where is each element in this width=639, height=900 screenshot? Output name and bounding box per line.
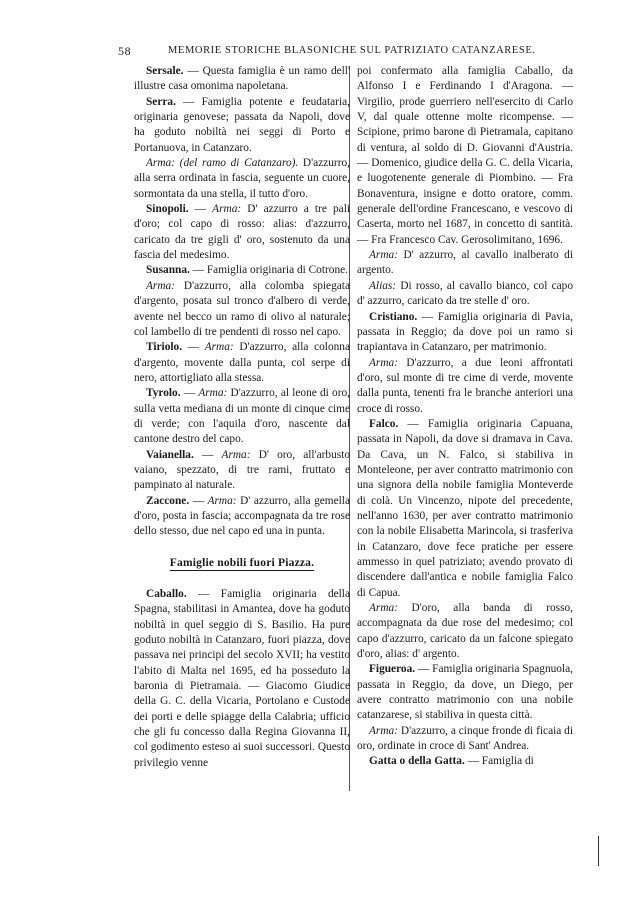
entry-text: D' azzurro, alla gemella d'oro, posta in fascia; accompagnata da tre rose dello stesso, due nel capo ed una in punta. [134, 494, 350, 538]
family-name: Cristiano. [369, 310, 418, 323]
entry-text: — Famiglia potente e feudataria, originaria genovese; passata da Napoli, dove ha goduto nobiltà nei seggi di Porto e Portanuova, in Catanzaro. [134, 95, 350, 154]
family-name: Sersale. [146, 65, 184, 77]
entry-paragraph [134, 95, 350, 156]
entry-text: — [188, 203, 213, 216]
entry-text: D'azzurro, al leone di oro, sulla vetta mediana di un monte di cinque cime di verde; con l'aquila d'oro, nascente dal cantone destro del capo. [134, 387, 350, 446]
entry-paragraph [357, 310, 573, 356]
arms-label: Arma: [204, 341, 234, 354]
right-column [357, 64, 573, 770]
entry-paragraph [134, 156, 350, 202]
entry-paragraph [357, 417, 573, 601]
family-name: Sinopoli. [146, 203, 189, 216]
entry-text: D' azzurro, al cavallo inalberato di argento. [357, 249, 573, 277]
entry-paragraph [134, 64, 350, 95]
arms-label: Arma: [221, 448, 251, 461]
entry-text: — Famiglia originaria della Spagna, stabilitasi in Amantea, dove ha goduto nobiltà in quel seggio di S. Basilio. Ha pure goduto nobiltà in Catanzaro, fuori piazza, dove passava nei principi del secolo XVII; ha vestito l'abito di Malta nel 1695, ed ha posseduto la baronia di Pietramaia. — Giacomo Giudice della G. C. della Vicaria, Portolano e Custode dei porti e delle spiagge della Calabria; ufficio che gli fu concesso dalla Regina Giovanna II, col godimento esteso ai suoi successori. Questo privilegio venne [134, 588, 350, 769]
entry-text: — [182, 341, 205, 354]
entry-paragraph [134, 340, 350, 386]
entry-paragraph [134, 587, 350, 771]
section-title: Famiglie nobili fuori Piazza. [169, 556, 315, 569]
entry-text: — [180, 387, 199, 400]
arms-label: Arma: [146, 279, 175, 292]
entry-paragraph [134, 279, 350, 340]
entry-text: — Questa famiglia è un ramo dell' illustre casa omonima napoletana. [134, 65, 350, 93]
family-name: Susanna. [146, 264, 190, 277]
entry-text: — Famiglia originaria Spagnuola, passata in Reggio, da dove, un Diego, per avere contratto matrimonio con una nobile catanzarese, si stabiliva in questa città. [357, 663, 573, 722]
entry-text: poi confermato alla famiglia Caballo, da Alfonso I e Ferdinando I d'Aragona. — Virgilio, prode guerriero nell'esercito di Carlo V, dal quale ottenne molte ricompense. — Scipione, primo barone di Pietramala, capitano di ventura, al soldo di D. Giovanni d'Austria. — Domenico, giudice della G. C. della Vicaria, e luogotenente generale di Piombino. — Fra Bonaventura, insigne e dotto oratore, comm. generale dell'ordine Francescano, e vescovo di Caserta, morto nel 1687, in concetto di santità. — Fra Francesco Cav. Gerosolimitano, 1696. [357, 65, 573, 246]
family-name: Gatta o della Gatta. [369, 755, 465, 768]
left-entries [134, 64, 350, 540]
right-entries [357, 64, 573, 770]
entry-paragraph [357, 662, 573, 723]
entry-paragraph [357, 248, 573, 279]
left-column [134, 64, 350, 771]
family-name: Tiriolo. [146, 341, 183, 354]
margin-mark [598, 836, 599, 866]
family-name: Falco. [369, 417, 399, 430]
entry-text: D'azzurro, a cinque fronde di ficaia di oro, ordinate in croce di Sant' Andrea. [357, 724, 573, 753]
entry-paragraph [357, 279, 573, 310]
family-name: Vaianella. [146, 448, 194, 461]
arms-label: Alias: [369, 279, 397, 292]
arms-label: Arma: [207, 494, 237, 507]
entry-paragraph [134, 386, 350, 447]
entry-text: D'azzurro, a due leoni affrontati d'oro, sul monte di tre cime di verde, movente dalla punta, tenenti fra le branche anteriori una croce di rosso. [357, 356, 573, 415]
entry-text: — [189, 494, 208, 507]
arms-label: Arma: [369, 356, 398, 369]
family-name: Caballo. [146, 588, 187, 600]
running-header [118, 44, 578, 58]
entry-text: D'azzurro, alla colomba spiegata d'argento, posata sul tronco d'albero di verde, avente nel becco un ramo di olivo al naturale; col lambello di tre pendenti di rosso nel capo. [134, 279, 350, 338]
family-name: Zaccone. [146, 494, 190, 507]
entry-paragraph [357, 64, 573, 248]
arms-label: Arma: (del ramo di Catanzaro). [146, 157, 299, 170]
entry-paragraph [134, 202, 350, 263]
arms-label: Arma: [212, 203, 242, 216]
family-name: Figueroa. [369, 663, 416, 676]
entry-paragraph [357, 356, 573, 417]
entry-paragraph [134, 448, 350, 494]
entry-text: D'oro, alla banda di rosso, accompagnata da due rose del medesimo; col capo d'azzurro, caricato da un falcone spiegato d'oro, alias: d' argento. [357, 602, 573, 661]
entry-text: D' azzurro a tre pali d'oro; col capo di rosso: alias: d'azzurro, caricato da tre gigli d' oro, sostenuto da una fascia del medesimo. [134, 203, 351, 262]
arms-label: Arma: [369, 249, 398, 262]
section-heading [134, 556, 350, 571]
entry-text: — Famiglia originaria di Pavia, passata in Reggio; da dove poi un ramo si trapiantava in Catanzaro, per matrimonio. [357, 310, 573, 354]
entry-text: D'azzurro, alla serra ordinata in fascia, seguente un cuore, sormontata da una stella, il tutto d'oro. [134, 157, 350, 200]
entry-paragraph [134, 263, 350, 278]
entry-text: Di rosso, al cavallo bianco, col capo d' azzurro, caricato da tre stelle d' oro. [357, 279, 573, 308]
entry-paragraph [357, 724, 573, 755]
entry-text: — Famiglia originaria Capuana, passata in Napoli, da dove si dramava in Cava. Da Cava, un N. Falco, si stabiliva in Monteleone, per aver contratto matrimonio con una signora della nobile famiglia Monteverde di colà. Un Vincenzo, nipote del precedente, nell'anno 1630, per aver contratto matrimonio con la nobile Elisabetta Marincola, si trasferiva in Catanzaro, dove fece pratiche per essere ammesso in quel patriziato; avendo provato di discendere dall'antica e nobile famiglia Falco di Capua. [357, 417, 573, 599]
running-title: MEMORIE STORICHE BLASONICHE SUL PATRIZIATO CATANZARESE. [168, 45, 536, 56]
page-number: 58 [118, 44, 132, 58]
entry-text: — [193, 448, 222, 461]
entry-text: D'azzurro, alla colonna d'argento, movente dalla punta, col serpe di nero, attortigliato alla stessa. [134, 341, 350, 384]
entry-text: — Famiglia di [464, 755, 534, 768]
entry-paragraph [134, 494, 350, 540]
entry-text: D' oro, all'arbusto vaiano, spezzato, di tre rami, fruttato e pampinato al naturale. [134, 448, 351, 492]
arms-label: Arma: [369, 724, 398, 737]
arms-label: Arma: [198, 387, 228, 400]
arms-label: Arma: [369, 602, 398, 615]
family-name: Tyrolo. [146, 387, 181, 400]
entry-text: — Famiglia originaria di Cotrone. [189, 264, 348, 277]
family-name: Serra. [146, 95, 176, 108]
entry-paragraph [357, 754, 573, 769]
left-entries-after [134, 587, 350, 771]
entry-paragraph [357, 601, 573, 662]
